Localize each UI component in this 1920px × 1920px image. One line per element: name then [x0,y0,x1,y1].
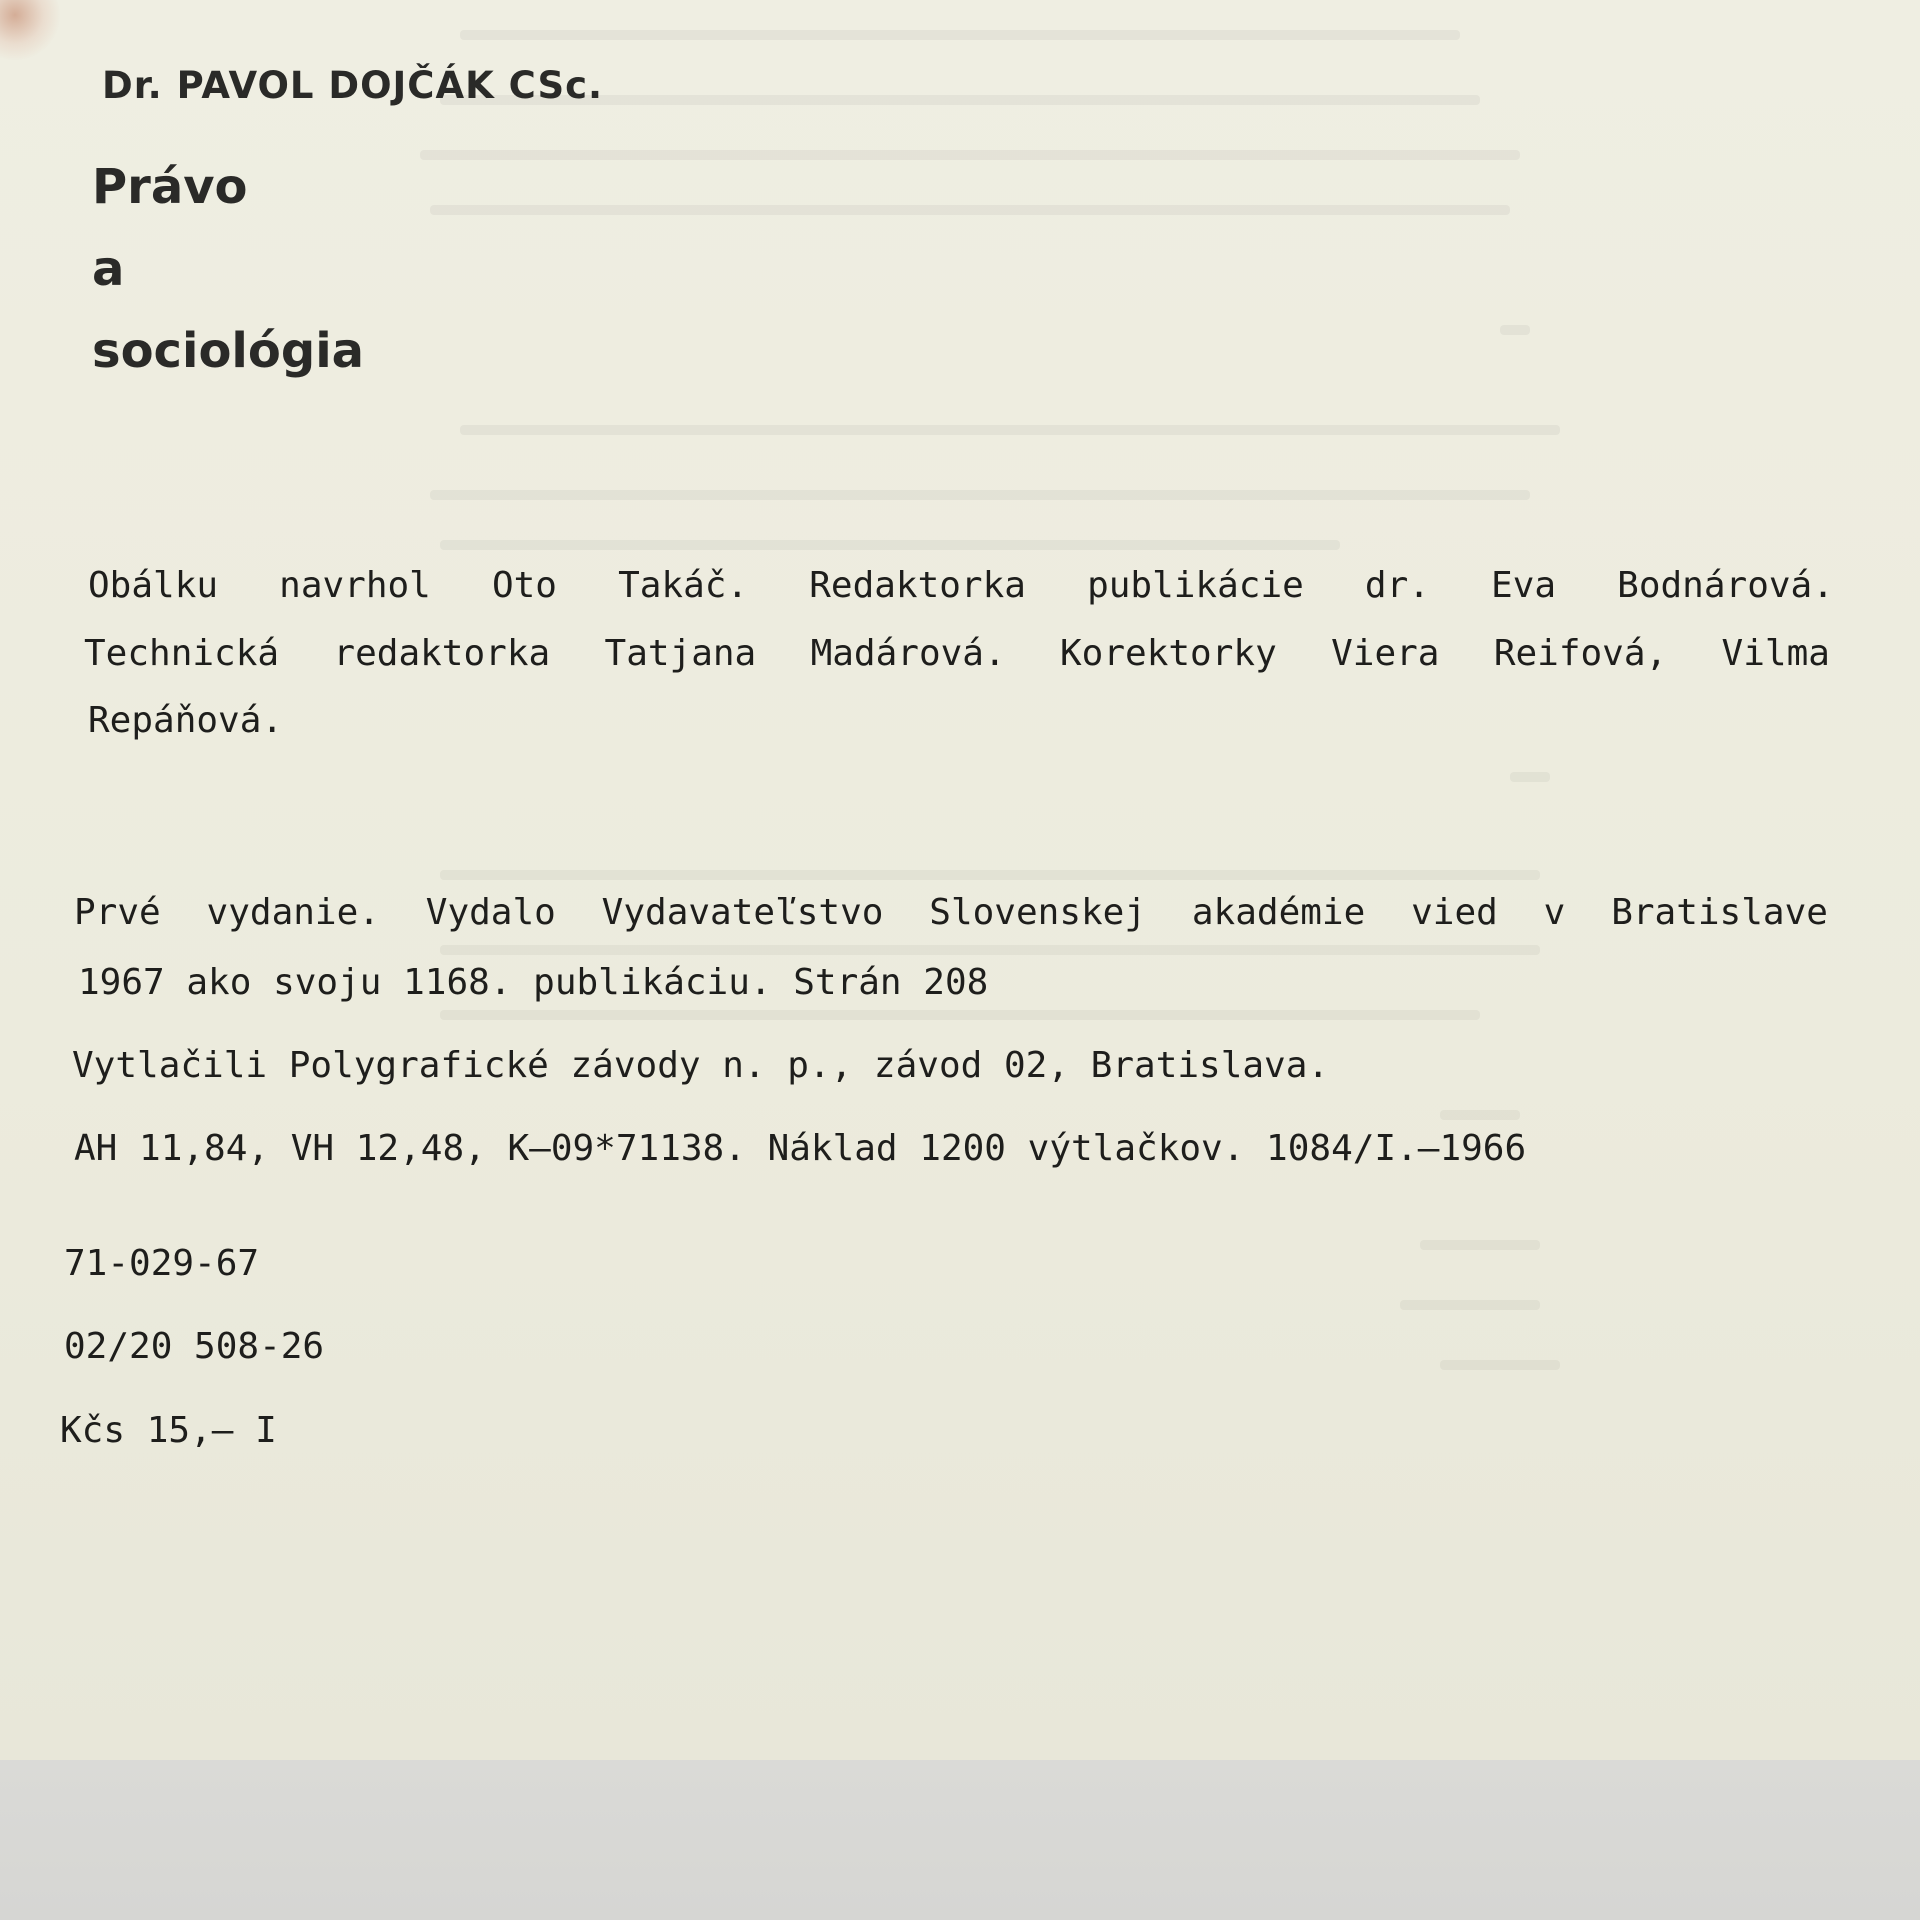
price: Kčs 15,— I [60,1410,277,1451]
catalog-code: 71-029-67 [64,1243,260,1284]
show-through-text [400,0,1920,1460]
publisher-code: 02/20 508-26 [64,1326,325,1367]
table-surface [0,1760,1920,1920]
print-sheets-line: AH 11,84, VH 12,48, K—09*71138. Náklad 1200 výtlačkov. 1084/I.—1966 [74,1128,1527,1169]
title-line-1: Právo [92,159,248,215]
book-title [92,146,364,392]
printer-line: Vytlačili Polygrafické závody n. p., závod 02, Bratislava. [72,1045,1330,1086]
edition-line-1: Prvé vydanie. Vydalo Vydavateľstvo Slovenskej akadémie vied v Bratislave [74,892,1828,933]
finger-shadow [0,0,60,60]
edition-line-2: 1967 ako svoju 1168. publikáciu. Strán 208 [78,962,989,1003]
author-name: Dr. PAVOL DOJČÁK CSc. [102,64,604,107]
title-line-2: a [92,241,125,297]
title-line-3: sociológia [92,323,365,379]
credits-line-3: Repáňová. [88,700,284,741]
credits-line-1: Obálku navrhol Oto Takáč. Redaktorka publikácie dr. Eva Bodnárová. [88,565,1834,606]
credits-line-2: Technická redaktorka Tatjana Madárová. Korektorky Viera Reifová, Vilma [84,633,1830,674]
